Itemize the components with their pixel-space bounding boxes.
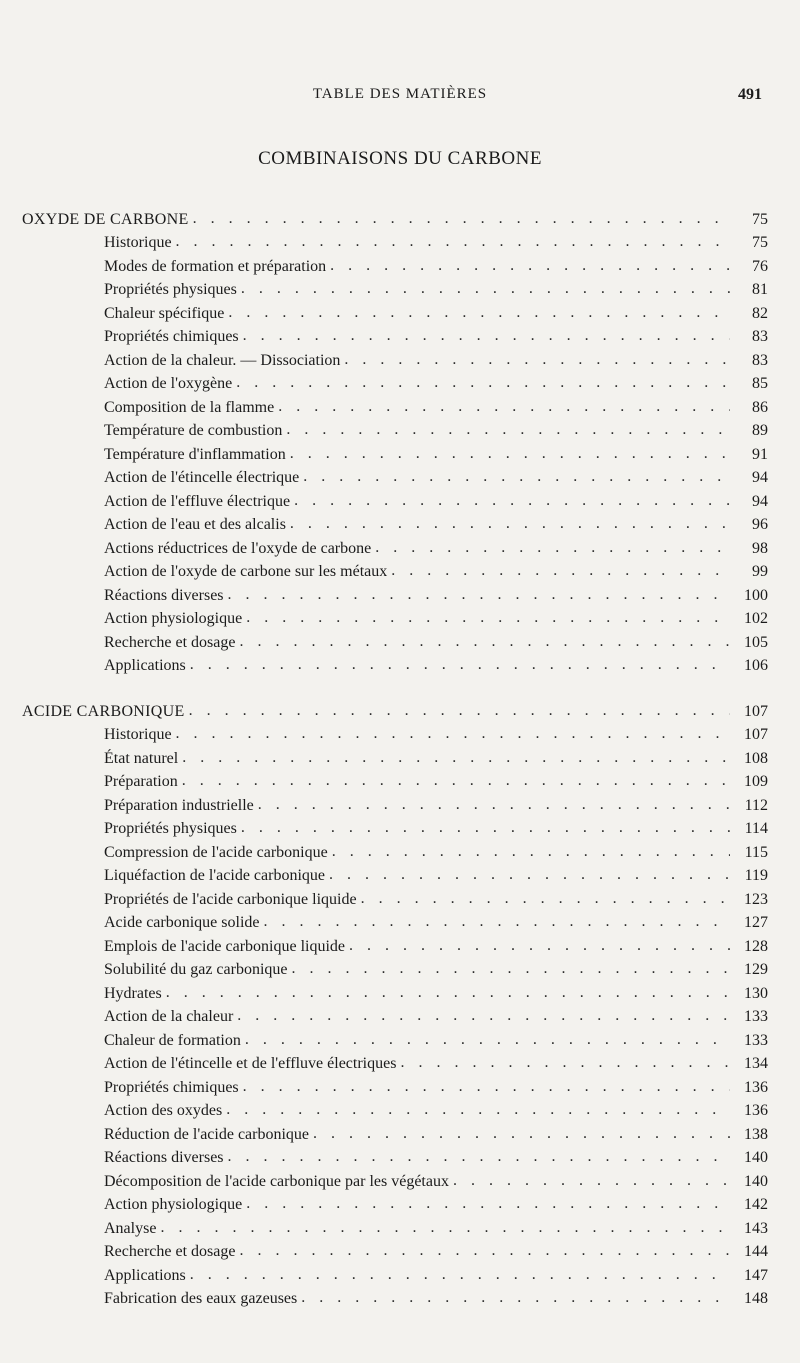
toc-label: Modes de formation et préparation [104,258,330,276]
toc-entry [22,229,768,253]
toc-label: Action de l'étincelle électrique [104,469,303,487]
dot-leader [303,468,730,486]
dot-leader [375,539,730,557]
toc-entry [22,1073,768,1097]
toc-page-number: 89 [752,422,768,439]
toc-entry [22,628,768,652]
toc-page-number: 134 [744,1055,768,1072]
toc-label: État naturel [104,750,182,768]
toc-entry [22,370,768,394]
toc-page-number: 109 [744,773,768,790]
toc-entry [22,768,768,792]
toc-page-number: 107 [744,702,768,720]
toc-heading [22,205,768,229]
toc-entry [22,417,768,441]
toc-entry [22,909,768,933]
toc-label: Réactions diverses [104,1149,228,1167]
dot-leader [301,1289,730,1307]
dot-leader [330,257,730,275]
toc-entry [22,791,768,815]
toc-entry [22,744,768,768]
dot-leader [241,280,730,298]
dot-leader [189,702,730,720]
toc-entry [22,956,768,980]
toc-page-number: 75 [752,234,768,251]
toc-label: Décomposition de l'acide carbonique par les végétaux [104,1173,453,1191]
toc-page-number: 142 [744,1196,768,1213]
dot-leader [313,1125,730,1143]
toc-label: Liquéfaction de l'acide carbonique [104,867,329,885]
toc-label: Composition de la flamme [104,399,278,417]
dot-leader [243,327,730,345]
toc-section-acide-carbonique [22,697,768,1308]
toc-label: Recherche et dosage [104,634,239,652]
toc-entry [22,1050,768,1074]
toc-label: Préparation [104,773,182,791]
toc-label: Applications [104,657,190,675]
dot-leader [239,1242,730,1260]
toc-page-number: 133 [744,1031,768,1049]
toc-label: Analyse [104,1220,160,1238]
toc-page-number: 94 [752,469,768,486]
toc-page-number: 100 [744,586,768,604]
toc-label: Chaleur spécifique [104,305,228,323]
toc-label: Fabrication des eaux gazeuses [104,1290,301,1308]
toc-label: Propriétés chimiques [104,1079,243,1097]
toc-label: Emplois de l'acide carbonique liquide [104,938,349,956]
toc-entry [22,276,768,300]
page-number: 491 [738,86,762,103]
toc-label: Propriétés physiques [104,820,241,838]
dot-leader [228,304,730,322]
toc-entry [22,1167,768,1191]
toc-label: Température d'inflammation [104,446,290,464]
toc-page-number: 96 [752,516,768,533]
dot-leader [241,819,730,837]
toc-entry [22,1191,768,1215]
toc-label: Propriétés physiques [104,281,241,299]
toc-label: Acide carbonique solide [104,914,264,932]
dot-leader [245,1031,730,1049]
toc-entry [22,1261,768,1285]
toc-entry [22,487,768,511]
toc-label: OXYDE DE CARBONE [22,211,193,229]
toc-label: Action de la chaleur. — Dissociation [104,352,344,370]
toc-entry [22,721,768,745]
toc-label: Hydrates [104,985,166,1003]
toc-entry [22,1003,768,1027]
toc-label: Action de l'eau et des alcalis [104,516,290,534]
toc-entry [22,979,768,1003]
toc-entry [22,885,768,909]
toc-page-number: 136 [744,1102,768,1119]
toc-page-number: 91 [752,445,768,463]
section-title: COMBINAISONS DU CARBONE [258,148,542,169]
dot-leader [286,421,730,439]
dot-leader [246,1195,730,1213]
toc-page-number: 128 [744,937,768,955]
dot-leader [344,351,730,369]
toc-label: Recherche et dosage [104,1243,239,1261]
toc-page-number: 94 [752,492,768,510]
toc-entry [22,323,768,347]
toc-page-number: 123 [744,890,768,908]
toc-entry [22,1144,768,1168]
toc-label: Solubilité du gaz carbonique [104,961,292,979]
toc-page-number: 107 [744,726,768,743]
toc-entry [22,1097,768,1121]
toc-entry [22,346,768,370]
toc-page-number: 114 [744,820,768,837]
toc-label: Réduction de l'acide carbonique [104,1126,313,1144]
toc-page-number: 140 [744,1172,768,1190]
toc-entry [22,1026,768,1050]
toc-label: Action de l'étincelle et de l'effluve électriques [104,1055,400,1073]
toc-entry [22,534,768,558]
dot-leader [258,796,730,814]
dot-leader [243,1078,730,1096]
toc-entry [22,252,768,276]
toc-page-number: 86 [752,398,768,416]
toc-label: Propriétés de l'acide carbonique liquide [104,891,361,909]
toc-page-number: 106 [744,657,768,674]
toc-page-number: 143 [744,1219,768,1237]
dot-leader [361,890,730,908]
toc-entry [22,815,768,839]
toc-page-number: 85 [752,375,768,392]
dot-leader [182,749,730,767]
toc-page-number: 148 [744,1290,768,1307]
toc-label: Action de l'oxyde de carbone sur les métaux [104,563,391,581]
toc-page-number: 133 [744,1008,768,1025]
dot-leader [182,772,730,790]
toc-heading [22,697,768,721]
toc-label: Action physiologique [104,610,246,628]
toc-page-number: 136 [744,1078,768,1096]
toc-entry [22,299,768,323]
toc-label: Actions réductrices de l'oxyde de carbone [104,540,375,558]
dot-leader [176,725,730,743]
toc-label: Action des oxydes [104,1102,226,1120]
dot-leader [400,1054,730,1072]
dot-leader [453,1172,730,1190]
toc-page-number: 144 [744,1243,768,1260]
toc-entry [22,464,768,488]
dot-leader [237,1007,730,1025]
toc-page-number: 102 [744,610,768,627]
toc-page-number: 83 [752,328,768,345]
toc-entry [22,1214,768,1238]
toc-entry [22,862,768,886]
toc-label: ACIDE CARBONIQUE [22,703,189,721]
dot-leader [166,984,730,1002]
toc-page-number: 105 [744,633,768,651]
toc-page-number: 138 [744,1125,768,1143]
toc-entry [22,1285,768,1309]
dot-leader [239,633,730,651]
toc-entry [22,652,768,676]
toc-label: Action de l'effluve électrique [104,493,294,511]
toc-entry [22,932,768,956]
dot-leader [349,937,730,955]
toc-entry [22,440,768,464]
toc-page-number: 81 [752,281,768,298]
dot-leader [228,586,730,604]
toc-page-number: 140 [744,1149,768,1166]
dot-leader [332,843,730,861]
toc-label: Historique [104,234,176,252]
dot-leader [294,492,730,510]
toc-label: Historique [104,726,176,744]
dot-leader [264,913,731,931]
toc-page-number: 75 [752,210,768,228]
dot-leader [228,1148,730,1166]
toc-entry [22,581,768,605]
toc-page-number: 127 [744,914,768,931]
toc-entry [22,558,768,582]
toc-page-number: 108 [744,749,768,767]
dot-leader [160,1219,730,1237]
toc-page-number: 119 [744,867,768,884]
toc-page-number: 99 [752,563,768,580]
toc-page-number: 112 [744,796,768,814]
running-head [0,86,800,108]
toc-page-number: 76 [752,257,768,275]
toc-label: Action de l'oxygène [104,375,236,393]
running-title: TABLE DES MATIÈRES [312,86,488,102]
toc-entry [22,838,768,862]
toc-entry [22,511,768,535]
toc-page-number: 82 [752,304,768,322]
toc-entry [22,605,768,629]
dot-leader [190,1266,730,1284]
toc-label: Réactions diverses [104,587,228,605]
toc-page-number: 147 [744,1266,768,1284]
dot-leader [246,609,730,627]
dot-leader [193,210,730,228]
toc-page-number: 129 [744,961,768,978]
dot-leader [290,515,730,533]
toc-label: Applications [104,1267,190,1285]
toc-page-number: 115 [744,843,768,861]
dot-leader [236,374,730,392]
toc-page-number: 83 [752,351,768,369]
dot-leader [226,1101,730,1119]
toc-label: Action de la chaleur [104,1008,237,1026]
toc-page-number: 130 [744,984,768,1002]
toc-page-number: 98 [752,539,768,557]
toc-entry [22,393,768,417]
toc-entry [22,1120,768,1144]
dot-leader [176,233,730,251]
toc-label: Préparation industrielle [104,797,258,815]
toc-label: Chaleur de formation [104,1032,245,1050]
dot-leader [190,656,730,674]
dot-leader [278,398,730,416]
dot-leader [292,960,730,978]
toc-label: Compression de l'acide carbonique [104,844,332,862]
toc-section-oxyde-de-carbone [22,205,768,675]
toc-label: Propriétés chimiques [104,328,243,346]
dot-leader [329,866,730,884]
toc-entry [22,1238,768,1262]
dot-leader [290,445,730,463]
dot-leader [391,562,730,580]
toc-label: Action physiologique [104,1196,246,1214]
toc-label: Température de combustion [104,422,286,440]
